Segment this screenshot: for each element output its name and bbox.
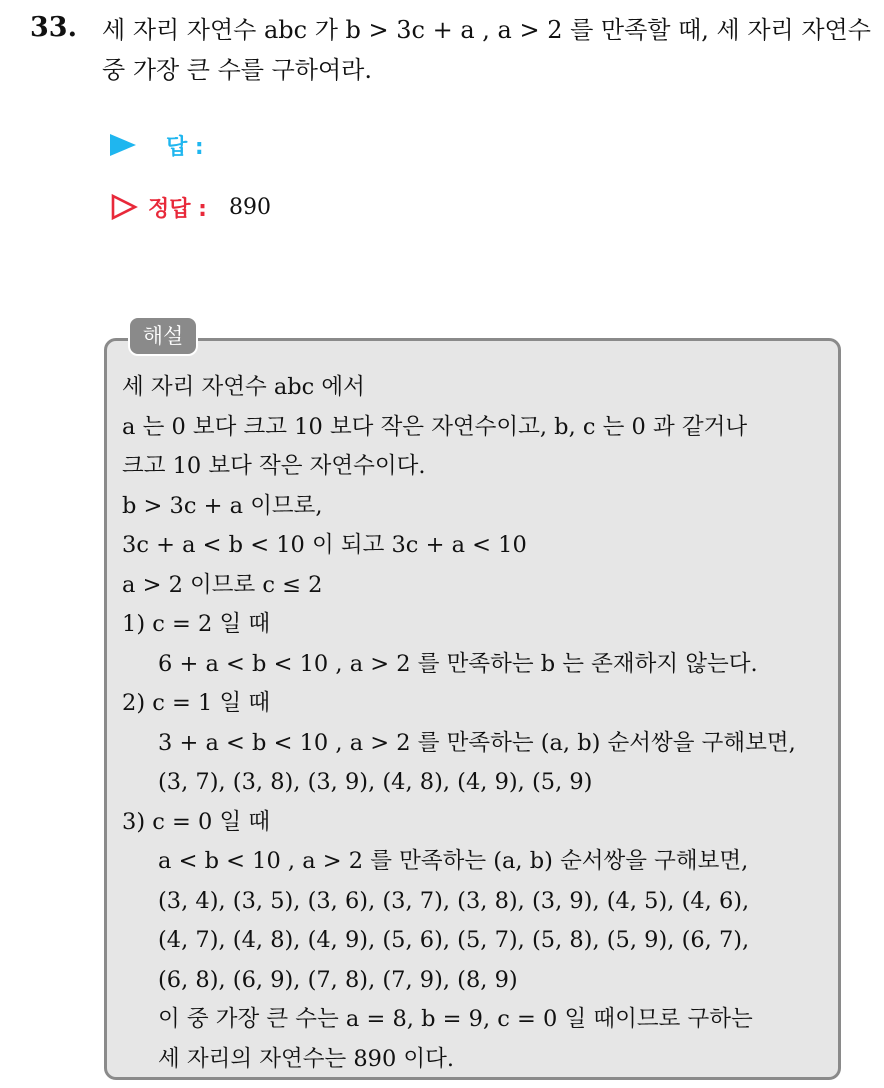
solution-tag: 해설 <box>128 316 198 356</box>
answer-row <box>110 130 226 160</box>
correct-answer-label: 정답 : <box>148 196 207 222</box>
outline-triangle-icon <box>110 193 138 221</box>
solution-line: 2) c = 1 일 때 <box>122 690 271 716</box>
solution-line: (3, 7), (3, 8), (3, 9), (4, 8), (4, 9), (5, 9) <box>158 769 593 795</box>
problem-text <box>102 10 872 90</box>
answer-label: 답 : <box>166 134 204 160</box>
solution-line: 세 자리의 자연수는 890 이다. <box>158 1045 455 1072</box>
solution-line: (3, 4), (3, 5), (3, 6), (3, 7), (3, 8), (3, 9), (4, 5), (4, 6), <box>158 887 750 914</box>
solution-line: 6 + a < b < 10 , a > 2 를 만족하는 b 는 존재하지 않는다. <box>158 650 758 677</box>
solution-line: a 는 0 보다 크고 10 보다 작은 자연수이고, b, c 는 0 과 같거나 <box>122 413 748 440</box>
solution-text <box>122 368 832 1079</box>
problem-number: 33. <box>30 12 77 43</box>
solution-line: 1) c = 2 일 때 <box>122 611 271 637</box>
solution-line: 이 중 가장 큰 수는 a = 8, b = 9, c = 0 일 때이므로 구하는 <box>158 1006 753 1032</box>
problem-line: 중 가장 큰 수를 구하여라. <box>102 56 372 84</box>
correct-answer-row <box>110 192 271 222</box>
correct-answer-value: 890 <box>228 194 271 220</box>
solution-line: (4, 7), (4, 8), (4, 9), (5, 6), (5, 7), (5, 8), (5, 9), (6, 7), <box>158 927 750 953</box>
solution-line: 세 자리 자연수 abc 에서 <box>122 374 365 400</box>
solution-line: b > 3c + a 이므로, <box>122 492 323 519</box>
play-triangle-icon <box>110 134 136 156</box>
solution-line: a < b < 10 , a > 2 를 만족하는 (a, b) 순서쌍을 구해보면, <box>158 848 749 874</box>
solution-line: a > 2 이므로 c ≤ 2 <box>122 571 323 598</box>
solution-line: 크고 10 보다 작은 자연수이다. <box>122 453 426 479</box>
solution-line: (6, 8), (6, 9), (7, 8), (7, 9), (8, 9) <box>158 966 518 993</box>
solution-line: 3 + a < b < 10 , a > 2 를 만족하는 (a, b) 순서쌍을 구해보면, <box>158 729 796 756</box>
solution-line: 3c + a < b < 10 이 되고 3c + a < 10 <box>122 532 527 558</box>
problem-line: 세 자리 자연수 abc 가 b > 3c + a , a > 2 를 만족할 때, 세 자리 자연수 <box>102 16 871 44</box>
solution-line: 3) c = 0 일 때 <box>122 808 271 835</box>
